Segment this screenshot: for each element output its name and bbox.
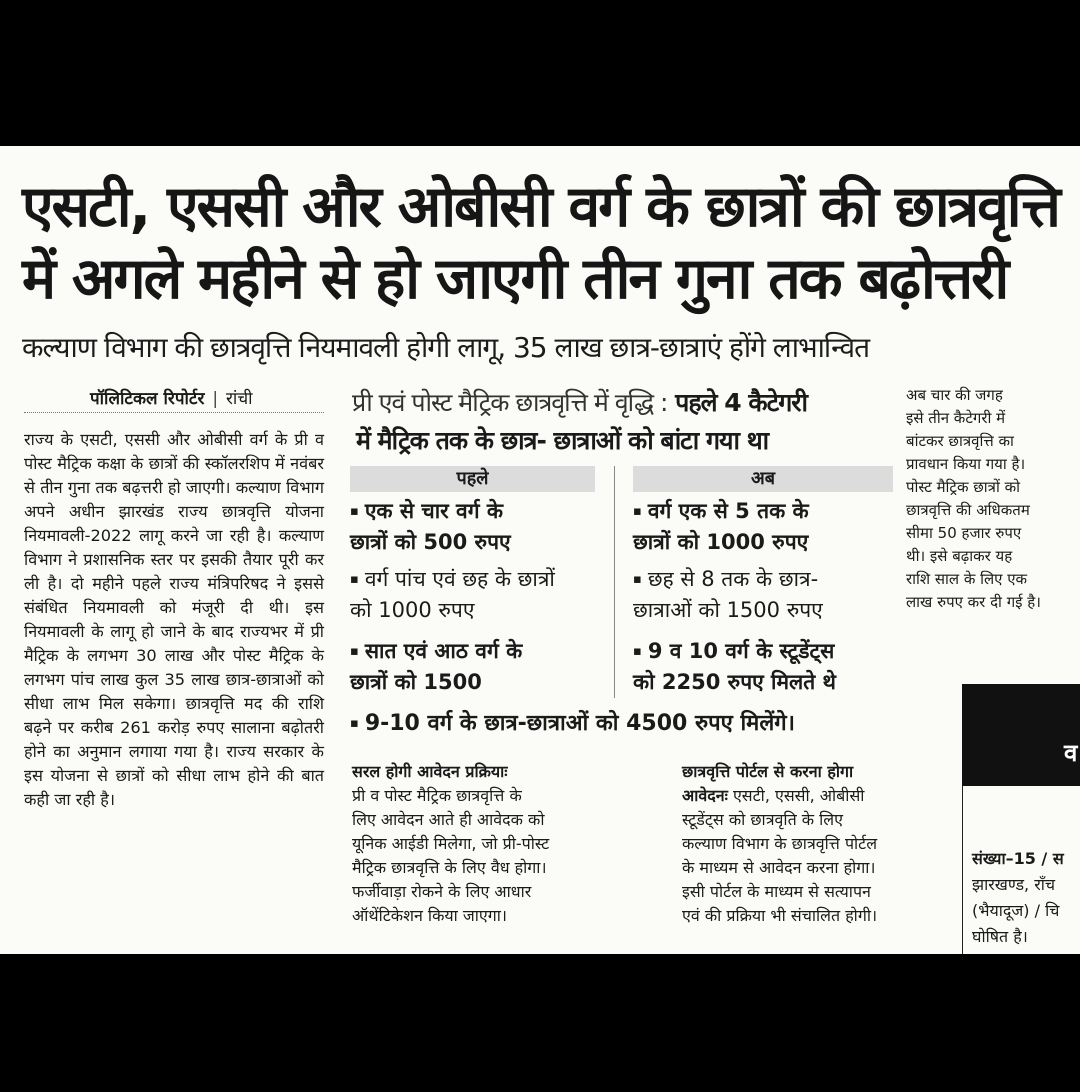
after-item-1-line2: छात्रों को 1000 रुपए: [633, 530, 809, 554]
after-item-3-line2: को 2250 रुपए मिलते थे: [633, 670, 836, 694]
before-item-3: [350, 636, 522, 697]
portal-paragraph: [682, 760, 877, 928]
byline-reporter: पॉलिटिकल रिपोर्टर: [90, 389, 205, 409]
before-label: पहले: [350, 466, 595, 492]
article-body-column: [24, 428, 324, 812]
box-title-lead: प्री एवं पोस्ट मैट्रिक छात्रवृत्ति में वृद्धि :: [352, 388, 668, 417]
sidebar-line: छात्रवृत्ति की अधिकतम: [906, 501, 1030, 519]
result-text: 9-10 वर्ग के छात्र-छात्राओं को 4500 रुपए मिलेंगे।: [364, 711, 795, 736]
portal-line: स्टूडेंट्स को छात्रवृति के लिए: [682, 810, 843, 829]
sidebar-line: पोस्ट मैट्रिक छात्रों को: [906, 478, 1021, 496]
process-line: फर्जीवाड़ा रोकने के लिए आधार: [352, 882, 532, 901]
column-divider: [614, 466, 615, 698]
process-line: मैट्रिक छात्रवृत्ति के लिए वैध होगा।: [352, 858, 547, 877]
bullet-icon: ▪: [633, 572, 642, 587]
after-item-1-line1: वर्ग एक से 5 तक के: [647, 499, 809, 523]
subheadline: कल्याण विभाग की छात्रवृत्ति नियमावली होगी लागू, 35 लाख छात्र-छात्राएं होंगे लाभान्वित: [22, 331, 870, 364]
portal-heading: छात्रवृत्ति पोर्टल से करना होगा: [682, 762, 854, 781]
newspaper-clipping: [0, 146, 1080, 954]
adjacent-ad-block: [962, 684, 1080, 786]
portal-heading-2: आवेदनः: [682, 786, 728, 805]
after-item-2-line1: छह से 8 तक के छात्र-: [647, 567, 819, 591]
portal-line: एवं की प्रक्रिया भी संचालित होगी।: [682, 906, 878, 925]
bullet-icon: ▪: [350, 644, 359, 659]
notice-line: (भैयादूज) / चि: [972, 901, 1060, 920]
byline-city: रांची: [225, 389, 253, 409]
adjacent-notice: [972, 846, 1064, 950]
process-line: यूनिक आईडी मिलेगा, जो प्री-पोस्ट: [352, 834, 550, 853]
process-line: लिए आवेदन आते ही आवेदक को: [352, 810, 545, 829]
bullet-icon: ▪: [633, 644, 642, 659]
portal-line: एसटी, एससी, ओबीसी: [732, 786, 865, 805]
before-item-2-line2: को 1000 रुपए: [350, 598, 475, 622]
after-item-2: [633, 564, 823, 625]
before-item-3-line2: छात्रों को 1500: [350, 670, 482, 694]
after-label: अब: [633, 466, 893, 492]
headline-line-1: एसटी, एससी और ओबीसी वर्ग के छात्रों की छात्रवृत्ति: [22, 174, 1059, 240]
sidebar-line: इसे तीन कैटेगरी में: [906, 409, 1006, 427]
before-item-1-line1: एक से चार वर्ग के: [364, 499, 503, 523]
sidebar-text: [906, 384, 1076, 614]
headline-line-2: में अगले महीने से हो जाएगी तीन गुना तक बढ़ोत्तरी: [22, 246, 1008, 312]
process-line: ऑथेंटिकेशन किया जाएगा।: [352, 906, 507, 925]
after-item-3-line1: 9 व 10 वर्ग के स्टूडेंट्स: [647, 639, 835, 663]
process-heading: सरल होगी आवेदन प्रक्रियाः: [352, 762, 508, 781]
sidebar-line: लाख रुपए कर दी गई है।: [906, 593, 1041, 611]
ad-letter: व: [1064, 739, 1078, 767]
portal-line: कल्याण विभाग के छात्रवृत्ति पोर्टल: [682, 834, 878, 853]
notice-line: संख्या–15 / स: [972, 849, 1064, 868]
after-item-1: [633, 496, 809, 557]
before-item-2-line1: वर्ग पांच एवं छह के छात्रों: [364, 567, 555, 591]
before-item-2: [350, 564, 555, 625]
sidebar-line: थी। इसे बढ़ाकर यह: [906, 547, 1013, 565]
byline-divider: [24, 412, 324, 413]
before-item-1-line2: छात्रों को 500 रुपए: [350, 530, 511, 554]
bullet-icon: ▪: [350, 716, 359, 731]
before-item-3-line1: सात एवं आठ वर्ग के: [364, 639, 523, 663]
process-line: प्री व पोस्ट मैट्रिक छात्रवृत्ति के: [352, 786, 522, 805]
box-title: [352, 384, 892, 460]
sidebar-line: सीमा 50 हजार रुपए: [906, 524, 1022, 542]
after-item-3: [633, 636, 836, 697]
box-title-line2: में मैट्रिक तक के छात्र- छात्राओं को बांटा गया था: [356, 426, 769, 455]
byline-separator: |: [212, 389, 219, 409]
sidebar-line: बांटकर छात्रवृत्ति का: [906, 432, 1014, 450]
process-paragraph: [352, 760, 549, 928]
portal-line: इसी पोर्टल के माध्यम से सत्यापन: [682, 882, 871, 901]
sidebar-line: अब चार की जगह: [906, 386, 1003, 404]
bullet-icon: ▪: [350, 572, 359, 587]
sidebar-line: राशि साल के लिए एक: [906, 570, 1028, 588]
portal-line: के माध्यम से आवेदन करना होगा।: [682, 858, 876, 877]
sidebar-line: प्रावधान किया गया है।: [906, 455, 1026, 473]
after-item-2-line2: छात्राओं को 1500 रुपए: [633, 598, 823, 622]
notice-line: झारखण्ड, राँच: [972, 875, 1056, 894]
byline: [90, 386, 253, 409]
bullet-icon: ▪: [350, 504, 359, 519]
article-paragraph: राज्य के एसटी, एससी और ओबीसी वर्ग के प्री व पोस्ट मैट्रिक कक्षा के छात्रों की स्कॉलरशिप में नवंबर से तीन गुना तक बढ़त्तरी हो जाएगी। कल्याण विभाग अपने अधीन झारखंड राज्य छात्रवृत्ति योजना नियमावली-2022 लागू करने जा रही है। कल्याण विभाग ने प्रशासनिक स्तर पर इसकी तैयार पूरी कर ली है। दो महीने पहले राज्य मंत्रिपरिषद ने इससे संबंधित नियमावली को मंजूरी दी थी। इस नियमावली के लागू हो जाने के बाद राज्यभर में प्री मैट्रिक के लगभग 30 लाख और पोस्ट मैट्रिक के लगभग पांच लाख कुल 35 लाख छात्र-छात्राओं को सीधा लाभ मिल सकेगा। छात्रवृत्ति मद की राशि बढ़ने पर करीब 261 करोड़ रुपए सालाना बढ़ोतरी होने का अनुमान लगाया गया है। राज्य सरकार के इस योजना से छात्रों को सीधा लाभ होने की बात कही जा रही है।: [24, 430, 324, 809]
before-item-1: [350, 496, 511, 557]
bullet-icon: ▪: [633, 504, 642, 519]
result-line: [350, 708, 795, 740]
notice-line: घोषित है।: [972, 927, 1028, 946]
box-title-rest: पहले 4 कैटेगरी: [675, 388, 807, 417]
